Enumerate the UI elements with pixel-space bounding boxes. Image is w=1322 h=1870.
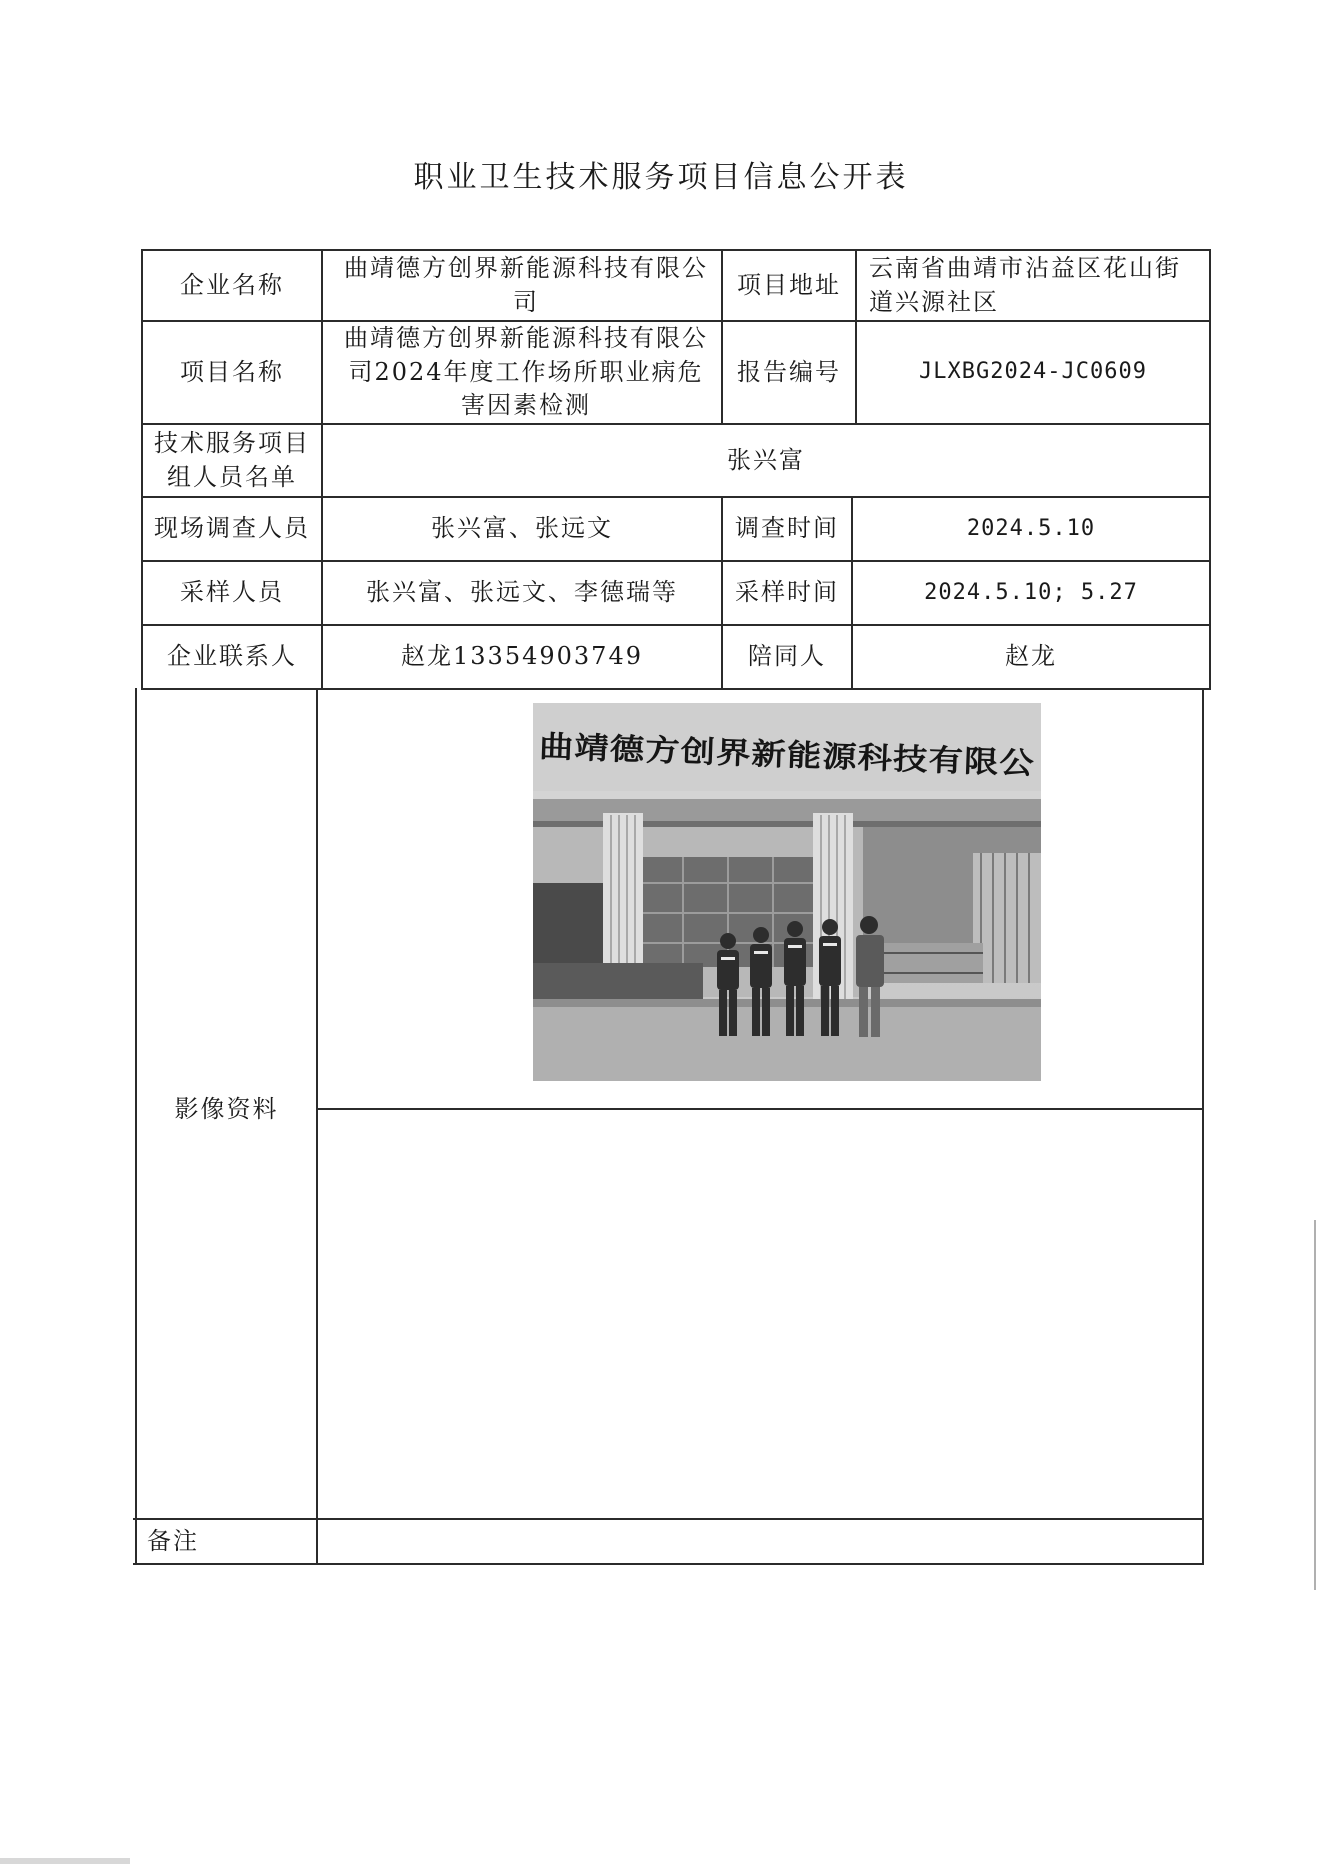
- report-number-value: JLXBG2024-JC0609: [919, 359, 1147, 385]
- scan-artifact: [0, 1858, 130, 1864]
- table-border-right: [1202, 688, 1204, 1565]
- report-number-label: 报告编号: [737, 357, 841, 386]
- sampling-staff-value: 张兴富、张远文、李德瑞等: [366, 578, 678, 607]
- project-address-label: 项目地址: [737, 270, 841, 299]
- scan-edge-line: [1314, 1220, 1316, 1590]
- company-name-value: 曲靖德方创界新能源科技有限公司: [344, 253, 708, 316]
- table-border-bottom: [133, 1563, 1203, 1565]
- table-row-divider: [141, 688, 1211, 690]
- image-row-divider: [318, 1108, 1203, 1110]
- survey-time-label: 调查时间: [735, 514, 839, 543]
- table-column-divider: [316, 688, 318, 1565]
- sampling-staff-label: 采样人员: [180, 578, 284, 607]
- site-photo: [533, 703, 1041, 1081]
- project-name-value: 曲靖德方创界新能源科技有限公司2024年度工作场所职业病危害因素检测: [344, 324, 708, 420]
- table-border-right: [1209, 249, 1211, 690]
- company-name-label: 企业名称: [180, 270, 284, 299]
- sampling-time-value: 2024.5.10; 5.27: [924, 579, 1138, 605]
- escort-value: 赵龙: [1005, 642, 1057, 671]
- team-members-value: 张兴富: [727, 445, 805, 474]
- remarks-label: 备注: [147, 1526, 199, 1555]
- project-address-value: 云南省曲靖市沾益区花山街道兴源社区: [869, 253, 1181, 316]
- images-label: 影像资料: [174, 1095, 279, 1124]
- remarks-value: [318, 1520, 1202, 1563]
- document-title: 职业卫生技术服务项目信息公开表: [413, 160, 909, 195]
- sampling-time-label: 采样时间: [735, 578, 839, 607]
- contact-label: 企业联系人: [167, 642, 297, 671]
- escort-label: 陪同人: [748, 642, 826, 671]
- survey-staff-label: 现场调查人员: [154, 514, 310, 543]
- contact-value: 赵龙13354903749: [401, 642, 643, 671]
- team-members-label: 技术服务项目组人员名单: [154, 428, 310, 491]
- survey-staff-value: 张兴富、张远文: [431, 514, 613, 543]
- project-name-label: 项目名称: [180, 357, 284, 386]
- survey-time-value: 2024.5.10: [966, 515, 1096, 541]
- sign-text: 曲靖德方创界新能源科技有限公: [538, 729, 974, 780]
